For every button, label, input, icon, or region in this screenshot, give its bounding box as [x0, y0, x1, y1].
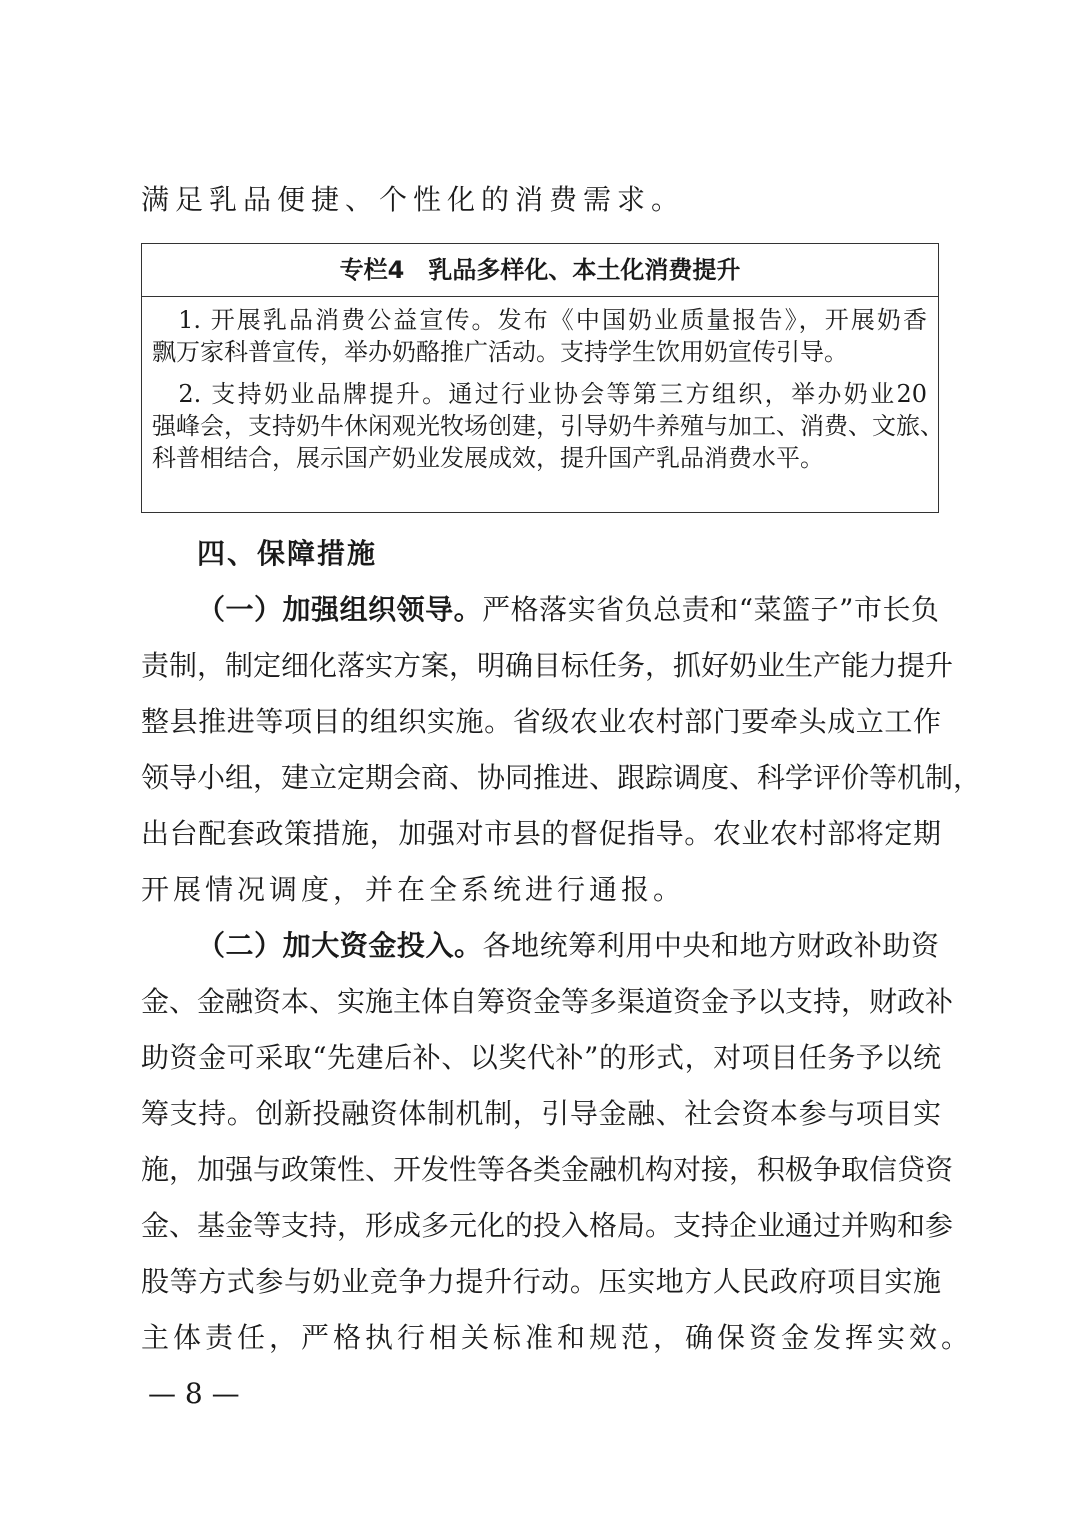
intro-line: 满足乳品便捷、个性化的消费需求。 [141, 183, 686, 216]
paragraph-2-line: 助资金可采取“先建后补、以奖代补”的形式，对项目任务予以统 [141, 1041, 941, 1074]
page-number: — 8 — [148, 1377, 240, 1410]
paragraph-2-line: 金、基金等支持，形成多元化的投入格局。支持企业通过并购和参 [141, 1209, 954, 1242]
column-box-title: 专栏4 乳品多样化、本土化消费提升 [142, 244, 938, 297]
paragraph-2-line: 施，加强与政策性、开发性等各类金融机构对接，积极争取信贷资 [141, 1153, 954, 1186]
section-heading: 四、保障措施 [197, 537, 378, 570]
paragraph-1-line: 整县推进等项目的组织实施。省级农业农村部门要牵头成立工作 [141, 705, 941, 738]
paragraph-1-heading: （一）加强组织领导。 [197, 593, 483, 626]
paragraph-1-first-line [197, 590, 939, 630]
paragraph-1-line: 领导小组，建立定期会商、协同推进、跟踪调度、科学评价等机制， [141, 761, 982, 794]
paragraph-2-heading: （二）加大资金投入。 [197, 929, 483, 962]
column-box [141, 243, 944, 513]
paragraph-2-first-text: 各地统筹利用中央和地方财政补助资 [482, 929, 939, 962]
paragraph-2-line: 股等方式参与奶业竞争力提升行动。压实地方人民政府项目实施 [141, 1265, 941, 1298]
paragraph-1-first-text: 严格落实省负总责和“菜篮子”市长负 [482, 593, 939, 626]
column-box-line: 科普相结合，展示国产奶业发展成效，提升国产乳品消费水平。 [152, 444, 824, 472]
column-box-line: 1. 开展乳品消费公益宣传。发布《中国奶业质量报告》，开展奶香 [152, 306, 927, 334]
column-box-line: 强峰会，支持奶牛休闲观光牧场创建，引导奶牛养殖与加工、消费、文旅、 [152, 412, 944, 440]
column-box-line: 飘万家科普宣传，举办奶酪推广活动。支持学生饮用奶宣传引导。 [152, 338, 848, 366]
paragraph-2-line: 筹支持。创新投融资体制机制，引导金融、社会资本参与项目实 [141, 1097, 941, 1130]
paragraph-2-line: 主体责任，严格执行相关标准和规范，确保资金发挥实效。 [141, 1321, 974, 1354]
paragraph-2-first-line [197, 926, 939, 966]
paragraph-1-line: 开展情况调度，并在全系统进行通报。 [141, 873, 686, 906]
paragraph-1-line: 出台配套政策措施，加强对市县的督促指导。农业农村部将定期 [141, 817, 941, 850]
paragraph-1-line: 责制，制定细化落实方案，明确目标任务，抓好奶业生产能力提升 [141, 649, 954, 682]
paragraph-2-line: 金、金融资本、实施主体自筹资金等多渠道资金予以支持，财政补 [141, 985, 954, 1018]
column-box-line: 2. 支持奶业品牌提升。通过行业协会等第三方组织，举办奶业20 [152, 380, 927, 408]
